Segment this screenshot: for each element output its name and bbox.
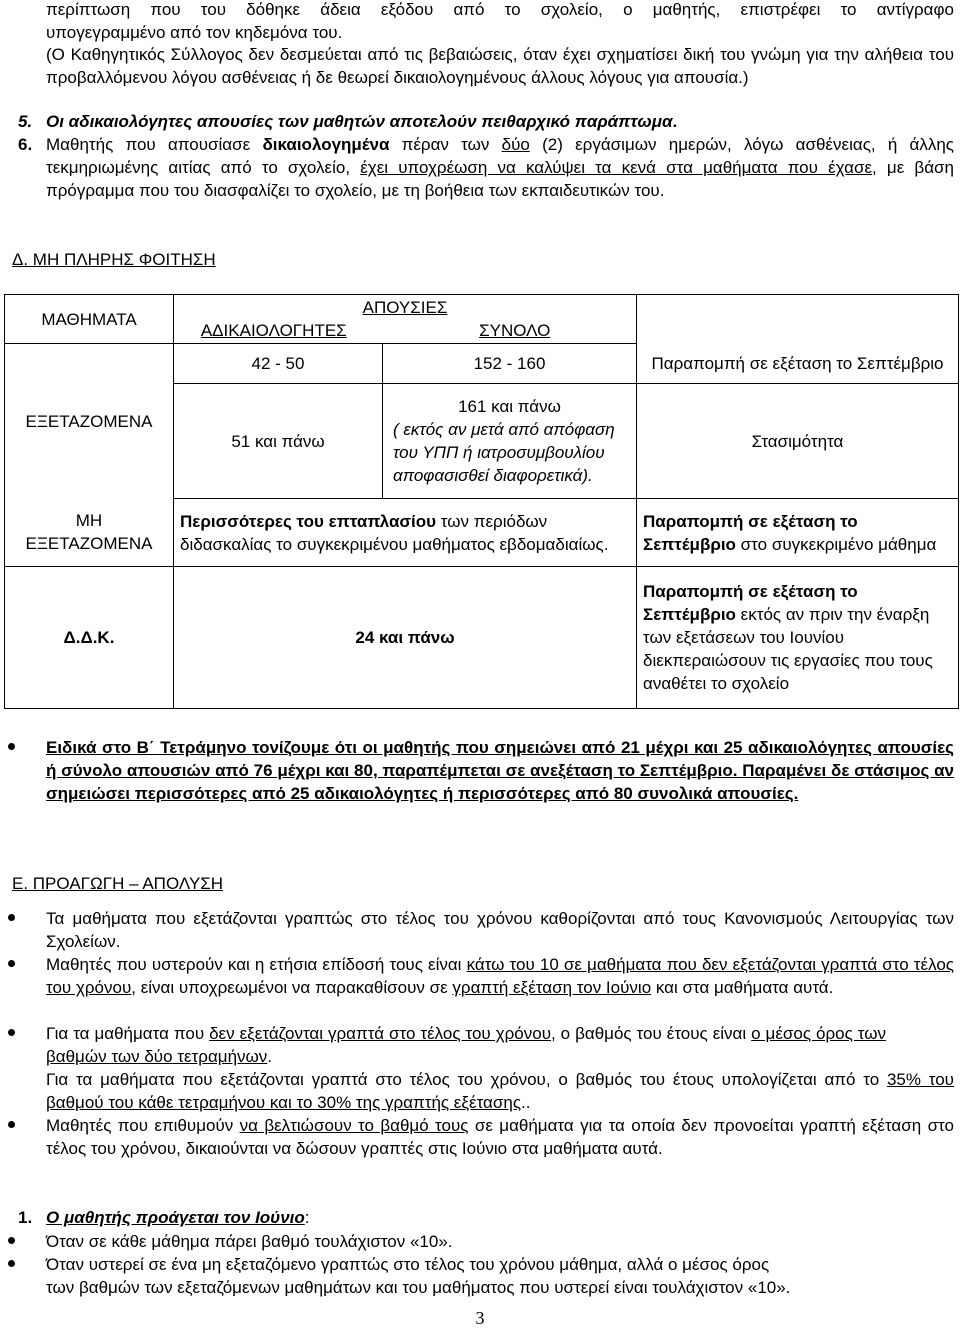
bullet-icon (8, 1260, 15, 1267)
item-number: 1. (18, 1208, 33, 1227)
text-run: Για τα μαθήματα που εξετάζονται γραπτά στο τέλος του χρόνου, ο βαθμός του έτους υπολογίζεται από το (46, 1070, 887, 1089)
page-number: 3 (475, 1308, 485, 1328)
header-total: ΣΥΝΟΛΟ (479, 321, 551, 340)
bold-run: Περισσότερες του επταπλασίου (180, 511, 437, 531)
underlined-run: ο μέσος όρος των βαθμών των δύο τετραμήνων (46, 1024, 886, 1066)
row4-value-text: 24 και πάνω (355, 628, 455, 647)
item-text: Οι αδικαιολόγητες απουσίες των μαθητών αποτελούν πειθαρχικό παράπτωμα (46, 112, 673, 131)
promotion-bullet-4 (46, 1114, 954, 1160)
row3-result (637, 499, 959, 567)
item-5 (18, 110, 954, 133)
row1-result: Παραπομπή σε εξέταση το Σεπτέμβριο (637, 344, 959, 384)
header-lessons: ΜΑΘΗΜΑΤΑ (5, 295, 174, 344)
section-e-title: Ε. ΠΡΟΑΓΩΓΗ – ΑΠΟΛΥΣΗ (12, 874, 224, 893)
row1-total: 152 - 160 (383, 344, 637, 384)
promotion-june-bullet-1: Όταν σε κάθε μάθημα πάρει βαθμό τουλάχιστον «10». (46, 1232, 453, 1251)
text-line: των βαθμών των εξεταζόμενων μαθημάτων και του μαθήματος που υστερεί είναι τουλάχιστον «10». (46, 1278, 791, 1297)
header-unjustified: ΑΔΙΚΑΙΟΛΟΓΗΤΕΣ (200, 321, 347, 340)
underlined-run: έχει υποχρέωση να καλύψει τα κενά στα μαθήματα που έχασε (360, 158, 873, 177)
row2-total (383, 384, 637, 499)
text-line: περίπτωση που του δόθηκε άδεια εξόδου από το σχολείο, ο μαθητής, επιστρέφει το αντίγραφο (46, 0, 954, 19)
section-d-title: Δ. ΜΗ ΠΛΗΡΗΣ ΦΟΙΤΗΣΗ (12, 250, 216, 269)
text-run: σε μαθήματα για τα οποία δεν προνοείται γραπτή εξέταση στο τέλος του χρόνου, δικαιούνται να δώσουν γραπτές στις Ιούνιο στα μαθήματα αυτά. (46, 1116, 954, 1158)
text-run: Για τα μαθήματα που (46, 1024, 210, 1043)
text-run: (2) εργάσιμων ημερών, λόγω ασθένειας, ή άλλης τεκμηριωμένης αιτίας από το σχολείο, (46, 135, 955, 177)
item-number: 5. (18, 112, 33, 131)
text-line: Όταν υστερεί σε ένα μη εξεταζόμενο γραπτώς στο τέλος του χρόνου μάθημα, αλλά ο μέσος όρος (46, 1255, 770, 1274)
bullet-icon (8, 743, 15, 750)
bullet-icon (8, 1237, 15, 1244)
header-absences-label: ΑΠΟΥΣΙΕΣ (362, 298, 448, 317)
row4-result (637, 567, 959, 709)
bullet-icon (8, 960, 15, 967)
non-examined-label: ΜΗ ΕΞΕΤΑΖΟΜΕΝΑ (5, 499, 174, 567)
promotion-bullet-3 (46, 1022, 954, 1114)
header-absences (174, 295, 637, 344)
note-paragraph: (Ο Καθηγητικός Σύλλογος δεν δεσμεύεται από τις βεβαιώσεις, όταν έχει σχηματίσει δική του γνώμη για την αλήθεια του προβαλλόμενου λόγου ασθένειας ή δε θεωρεί δικαιολογημένους άλλους λόγους για απουσία.) (46, 45, 954, 87)
text-run: των περιόδων διδασκαλίας το συγκεκριμένου μαθήματος εβδομαδιαίως. (180, 511, 609, 554)
text-run: πέραν των (389, 135, 502, 154)
underlined-run: κάτω του 10 σε μαθήματα που δεν εξετάζονται γραπτά στο τέλος του χρόνου (46, 955, 954, 997)
row3-criterion (174, 499, 637, 567)
bullet-icon (8, 1029, 15, 1036)
item-6 (18, 133, 954, 202)
absence-table (4, 294, 959, 709)
promotion-bullet-1: Τα μαθήματα που εξετάζονται γραπτώς στο τέλος του χρόνου καθορίζονται από τους Κανονισμούς Λειτουργίας των Σχολείων. (46, 909, 954, 951)
row4-value (174, 567, 637, 709)
promotion-june-heading (18, 1206, 954, 1229)
header-result-empty (637, 295, 959, 344)
underlined-run: γραπτή εξέταση τον Ιούνιο (452, 978, 652, 997)
punctuation: . (672, 112, 678, 131)
text-line: υπογεγραμμένο από τον κηδεμόνα του. (46, 23, 343, 42)
promotion-june-bullet-2 (46, 1253, 954, 1299)
text-run: , ο βαθμός του έτους είναι (551, 1024, 752, 1043)
bold-run: Παραπομπή σε εξέταση το Σεπτέμβριο (643, 582, 858, 624)
row2-total-value: 161 και πάνω (458, 397, 561, 416)
ddk-label (5, 567, 174, 709)
bold-run: Παραπομπή σε εξέταση το Σεπτέμβριο (643, 511, 858, 554)
underlined-run: δεν εξετάζονται γραπτά στο τέλος του χρόνου (209, 1024, 551, 1043)
row2-total-note: ( εκτός αν μετά από απόφαση του ΥΠΠ ή ιατροσυμβουλίου αποφασισθεί διαφορετικά). (393, 420, 615, 485)
text-run: Μαθητές που υστερούν και η ετήσια επίδοσή τους είναι (46, 955, 467, 974)
text-run: . (267, 1047, 273, 1066)
row2-unjustified: 51 και πάνω (174, 384, 383, 499)
punctuation: : (304, 1208, 310, 1227)
special-note: Ειδικά στο Β΄ Τετράμηνο τονίζουμε ότι οι μαθητής που σημειώνει από 21 μέχρι και 25 αδικαιολόγητες απουσίες ή σύνολο απουσιών από 76 μέχρι και 80, παραπέμπεται σε ανεξέταση το Σεπτέμβριο. Παραμένει δε στάσιμος αν σημειώσει περισσότερες από 25 αδικαιολόγητες ή περισσότερες από 80 συνολικά απουσίες. (46, 738, 954, 803)
text-run: .. (521, 1093, 531, 1112)
text-run: στο συγκεκριμένο μάθημα (735, 534, 937, 554)
heading-text: Ο μαθητής προάγεται τον Ιούνιο (46, 1208, 305, 1227)
text-run: Μαθητές που επιθυμούν (46, 1116, 240, 1135)
bullet-icon (8, 914, 15, 921)
ddk-text: Δ.Δ.Κ. (63, 628, 115, 647)
row2-result: Στασιμότητα (637, 384, 959, 499)
text-run: Μαθητής που απουσίασε (46, 135, 263, 154)
examined-label: ΕΞΕΤΑΖΟΜΕΝΑ (5, 344, 174, 499)
promotion-bullet-2 (46, 953, 954, 999)
text-run: , είναι υποχρεωμένοι να παρακαθίσουν σε (131, 978, 453, 997)
text-run: και στα μαθήματα αυτά. (651, 978, 834, 997)
bullet-icon (8, 1121, 15, 1128)
continued-paragraph (46, 0, 954, 44)
underlined-run: να βελτιώσουν το βαθμό τους (239, 1116, 469, 1135)
underlined-run: δύο (501, 135, 530, 154)
text-run: εκτός αν πριν την έναρξη των εξετάσεων του Ιουνίου διεκπεραιώσουν τις εργασίες που τους αναθέτει το σχολείο (643, 605, 933, 693)
text-run: , με βάση πρόγραμμα που του διασφαλίζει το σχολείο, με τη βοήθεια των εκπαιδευτικών του. (46, 158, 954, 200)
row1-unjustified: 42 - 50 (174, 344, 383, 384)
underlined-run: 35% του βαθμού του κάθε τετραμήνου και το 30% της γραπτής εξέτασης (46, 1070, 954, 1112)
bold-run: δικαιολογημένα (262, 135, 390, 154)
item-text (46, 133, 954, 202)
item-number: 6. (18, 135, 33, 154)
